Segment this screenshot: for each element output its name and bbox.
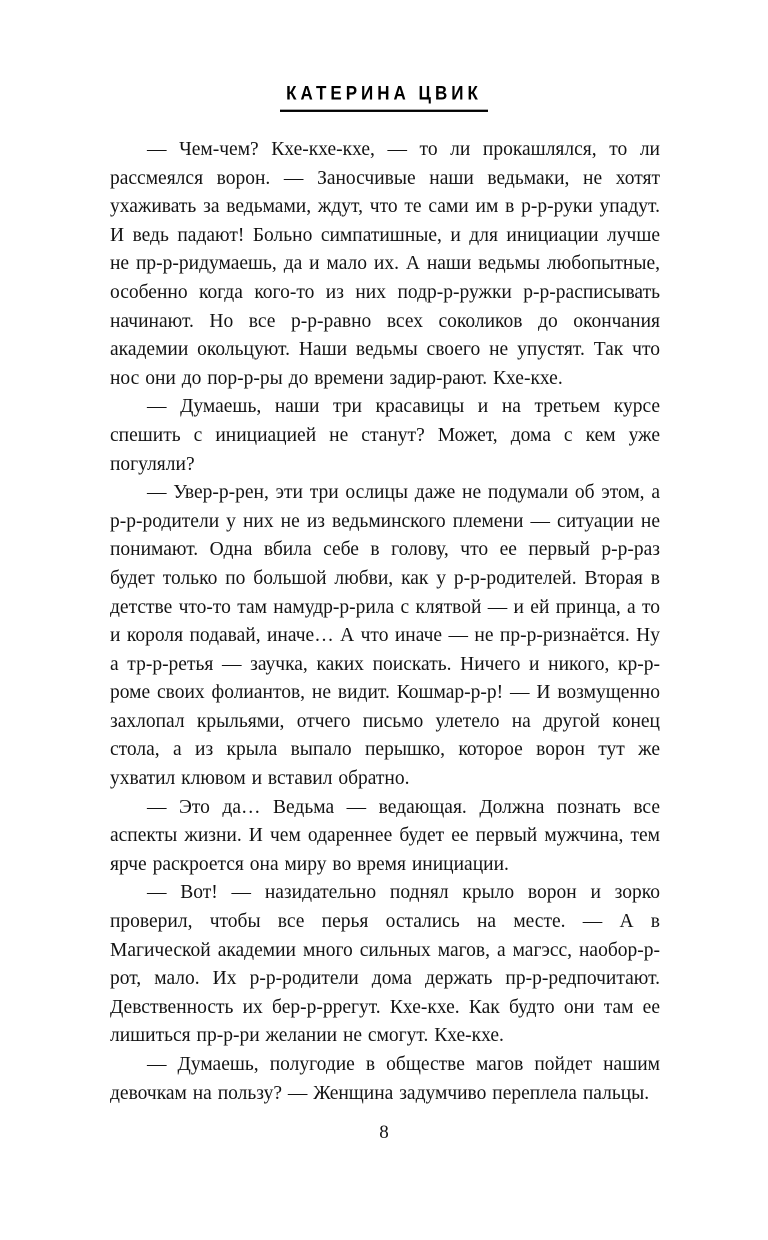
author-name-header: КАТЕРИНА ЦВИК (280, 82, 488, 112)
running-header (0, 84, 768, 110)
paragraph: — Это да… Ведьма — ведающая. Должна познать все аспекты жизни. И чем одареннее будет ее первый мужчина, тем ярче раскроется она миру во время инициации. (110, 796, 660, 875)
paragraph: — Чем-чем? Кхе-кхе-кхе, — то ли прокашлялся, то ли рассмеялся ворон. — Заносчивые наши ведьмаки, не хотят ухаживать за ведьмами, ждут, что те сами им в р-р-руки упадут. И ведь падают! Больно симпатишные, и для инициации лучше не пр-р-ридумаешь, да и мало их. А наши ведьмы любопытные, особенно когда кого-то из них подр-р-ружки р-р-расписывать начинают. Но все р-р-равно всех соколиков до окончания академии окольцуют. Наши ведьмы своего не упустят. Так что нос они до пор-р-ры до времени задир-рают. Кхе-кхе. (110, 139, 660, 389)
paragraph: — Думаешь, полугодие в обществе магов пойдет нашим девочкам на пользу? — Женщина задумчиво переплела пальцы. (110, 1054, 660, 1104)
body-text (110, 136, 660, 1108)
paragraph: — Увер-р-рен, эти три ослицы даже не подумали об этом, а р-р-родители у них не из ведьминского племени — ситуации не понимают. Одна вбила себе в голову, что ее первый р-р-раз будет только по большой любви, как у р-р-родителей. Вторая в детстве что-то там намудр-р-рила с клятвой — и ей принца, а то и короля подавай, иначе… А что иначе — не пр-р-ризнаётся. Ну а тр-р-ретья — заучка, каких поискать. Ничего и никого, кр-р-роме своих фолиантов, не видит. Кошмар-р-р! — И возмущенно захлопал крыльями, отчего письмо улетело на другой конец стола, а из крыла выпало перышко, которое ворон тут же ухватил клювом и вставил обратно. (110, 482, 660, 790)
page-number: 8 (379, 1122, 389, 1143)
paragraph: — Думаешь, наши три красавицы и на третьем курсе спешить с инициацией не станут? Может, дома с кем уже погуляли? (110, 396, 660, 475)
paragraph: — Вот! — назидательно поднял крыло ворон и зорко проверил, чтобы все перья остались на месте. — А в Магической академии много сильных магов, а магэсс, наобор-р-рот, мало. Их р-р-родители дома держать пр-р-редпочитают. Девственность их бер-р-ррегут. Кхе-кхе. Как будто они там ее лишиться пр-р-ри желании не смогут. Кхе-кхе. (110, 882, 660, 1047)
